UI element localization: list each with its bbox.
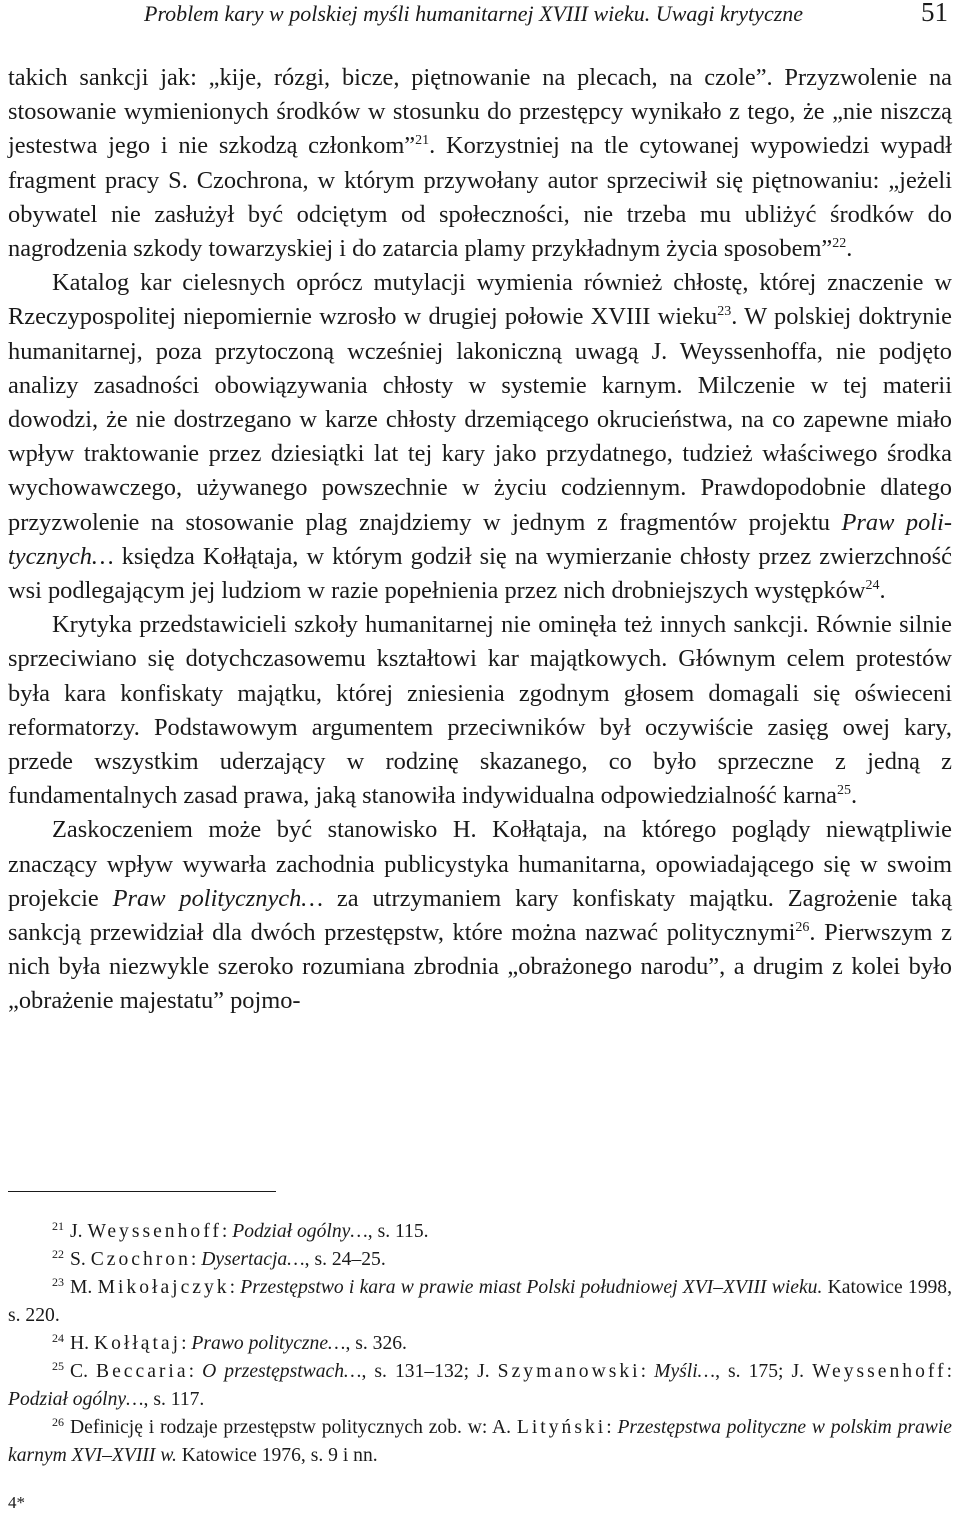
footnote-text: S. — [70, 1249, 91, 1270]
footnote-text: , s. 24–25. — [304, 1249, 386, 1270]
footnote-number: 22 — [52, 1247, 64, 1261]
footnotes — [8, 1218, 952, 1470]
paragraph-1 — [8, 61, 952, 266]
footnote-ref: 23 — [717, 304, 732, 320]
footnote-number: 21 — [52, 1219, 64, 1233]
footnote — [8, 1358, 952, 1414]
text-run: takich sankcji jak: „kije, rózgi, bicze, piętnowanie na plecach, na czole”. Przyzwolenie na stosowanie wymienionych środków w stosunku do przestępcy wynikało z tego, że „nie niszczą jestestwa jego i nie szkodzą członkom” — [8, 64, 952, 160]
paragraph-4 — [8, 813, 952, 1018]
footnote-ref: 26 — [795, 920, 810, 936]
italic-title: Praw politycznych… — [8, 508, 952, 570]
footnote-title: O przestępstwach… — [202, 1361, 362, 1382]
footnote — [8, 1330, 952, 1358]
footnote-title: Prawo polityczne… — [191, 1333, 346, 1354]
footnote-text: , s. 117. — [143, 1389, 205, 1410]
footnote-number: 26 — [52, 1415, 64, 1429]
footnote-text: Katowice 1998, s. 220. — [8, 1277, 952, 1326]
footnote-author: Czochron — [90, 1249, 191, 1270]
text-run: . — [850, 782, 858, 810]
text-run: . Korzystniej na tle cytowanej wypowiedzi wypadł fragment pracy S. Czochrona, w którym przywołany autor sprzeciwił się piętnowaniu: „jeżeli obywatel nie zasłużył być odciętym od społeczności, nie trzeba mu ubliżyć środków do nagrodzenia szkody towarzyskiej i do zatarcia plamy przykładnym życia sposobem” — [8, 132, 952, 263]
footnote-author: Weyssenhoff — [812, 1361, 947, 1382]
text-run: za utrzymaniem kary konfiskaty majątku. Zagrożenie taką sankcją przewidział dla dwóch przestępstw, które można nazwać politycznymi — [8, 884, 952, 947]
text-run: . W polskiej doktrynie humanitarnej, poza przytoczoną wcześniej lakoniczną uwagą J. Weyssenhoffa, nie podjęto analizy zasadności obowiązywania chłosty w systemie karnym. Milczenie w tej materii dowodzi, że nie dostrzegano w karze chłosty drzemiącego okrucieństwa, na co zapewne miało wpływ traktowanie przez dziesiątki lat tej kary jako przydatnego, tudzież właściwego środka wychowawczego, używanego powszechnie w życiu codziennym. Prawdopodobnie dlatego przyzwolenie na stosowanie plag znajdziemy w jednym z fragmentów projektu — [8, 303, 952, 536]
text-run: Krytyka przedstawicieli szkoły humanitarnej nie ominęła też innych sankcji. Równie silnie sprzeciwiano się dotychczasowemu kształtowi kar majątkowych. Głównym celem protestów była kara konfiskaty majątku, której zniesienia zgodnym głosem domagali się oświeceni reformatorzy. Podstawowym argumentem przeciwników był oczywiście zasięg owej kary, przede wszystkim uderzający w rodzinę skazanego, co było sprzeczne z jedną z fundamentalnych zasad prawa, jaką stanowiła indywidualna odpowiedzialność karna — [8, 611, 952, 810]
footnote-text: , s. 115. — [367, 1221, 429, 1242]
footnote-author: Mikołajczyk — [97, 1277, 230, 1298]
footnote-text: , s. 175; J. — [715, 1361, 813, 1382]
footnote-text: , s. 326. — [345, 1333, 407, 1354]
text-run: Katalog kar cielesnych oprócz mutylacji wymienia również chłostę, której znaczenie w Rzeczypospolitej niepomiernie wzrosło w drugiej połowie XVIII wieku — [8, 269, 952, 331]
page-number: 51 — [921, 0, 948, 27]
paragraph-3 — [8, 608, 952, 813]
footnote-title: Myśli… — [654, 1361, 716, 1382]
footnote-title: Przestępstwo i kara w prawie miast Polski południowej XVI–XVIII wieku. — [240, 1277, 823, 1298]
footnote-title: Przestępstwa polityczne w polskim prawie karnym XVI–XVIII w. — [8, 1417, 952, 1466]
footnote-text: : — [188, 1361, 203, 1382]
footnote-title: Podział ogólny… — [232, 1221, 368, 1242]
italic-title: Praw politycznych… — [112, 884, 324, 912]
footnote-text: Katowice 1976, s. 9 i nn. — [176, 1445, 378, 1466]
signature-mark: 4* — [8, 1493, 25, 1512]
footnote-text: : — [640, 1361, 655, 1382]
footnote-title: Podział ogólny… — [8, 1389, 144, 1410]
running-title: Problem kary w polskiej myśli humanitarnej XVIII wieku. Uwagi krytyczne — [144, 1, 804, 26]
footnote-text: : — [221, 1221, 233, 1242]
footnote-text: : — [946, 1361, 953, 1382]
footnote-author: Kołłątaj — [93, 1333, 182, 1354]
text-run: Zaskoczeniem może być stanowisko H. Kołłątaja, na którego poglądy niewątpliwie znaczący wpływ wywarła zachodnia publicystyka humanitarna, opowiadającego się w swoim projekcie — [8, 816, 952, 912]
footnote-number: 24 — [52, 1331, 64, 1345]
text-run: księdza Kołłątaja, w którym godził się na wymierzanie chłosty przez zwierzchność wsi podlegającym jej ludziom w razie popełnienia przez nich drobniejszych występków — [8, 542, 952, 605]
footnote — [8, 1274, 952, 1330]
footnote-text: : — [606, 1417, 618, 1438]
footnote-ref: 22 — [832, 236, 847, 252]
footnote-ref: 24 — [865, 578, 880, 594]
footnote-author: Weyssenhoff — [87, 1221, 222, 1242]
running-header — [8, 2, 952, 38]
footnote-author: Lityński — [516, 1417, 607, 1438]
footnote-text: C. — [70, 1361, 97, 1382]
footnote — [8, 1414, 952, 1470]
footnote — [8, 1246, 952, 1274]
footnote-number: 23 — [52, 1275, 64, 1289]
footnote-ref: 25 — [836, 783, 851, 799]
footnote-divider — [8, 1191, 276, 1192]
footnote-author: Beccaria — [96, 1361, 189, 1382]
footnote-author: Szymanowski — [497, 1361, 641, 1382]
text-run: . Pierwszym z nich była niezwykle szeroko rozumiana zbrodnia „obrażonego narodu”, a drugim z kolei było „obrażenie majestatu” pojmo- — [8, 919, 952, 1015]
text-run: . — [879, 577, 886, 605]
text-run: . — [846, 235, 853, 263]
main-text — [8, 61, 952, 1019]
footnote-text: H. — [70, 1333, 94, 1354]
paragraph-2 — [8, 266, 952, 608]
footnote-title: Dysertacja… — [201, 1249, 305, 1270]
footnote-text: : — [190, 1249, 202, 1270]
footnote-text: J. — [70, 1221, 88, 1242]
footnote-text: : — [181, 1333, 192, 1354]
footnote-ref: 21 — [415, 133, 430, 149]
footnote-text: , s. 131–132; J. — [361, 1361, 498, 1382]
footnote-text: M. — [70, 1277, 98, 1298]
footnote-text: Definicję i rodzaje przestępstw politycznych zob. w: A. — [70, 1417, 517, 1438]
footnote-text: : — [229, 1277, 241, 1298]
footnote — [8, 1218, 952, 1246]
footnote-number: 25 — [52, 1359, 64, 1373]
